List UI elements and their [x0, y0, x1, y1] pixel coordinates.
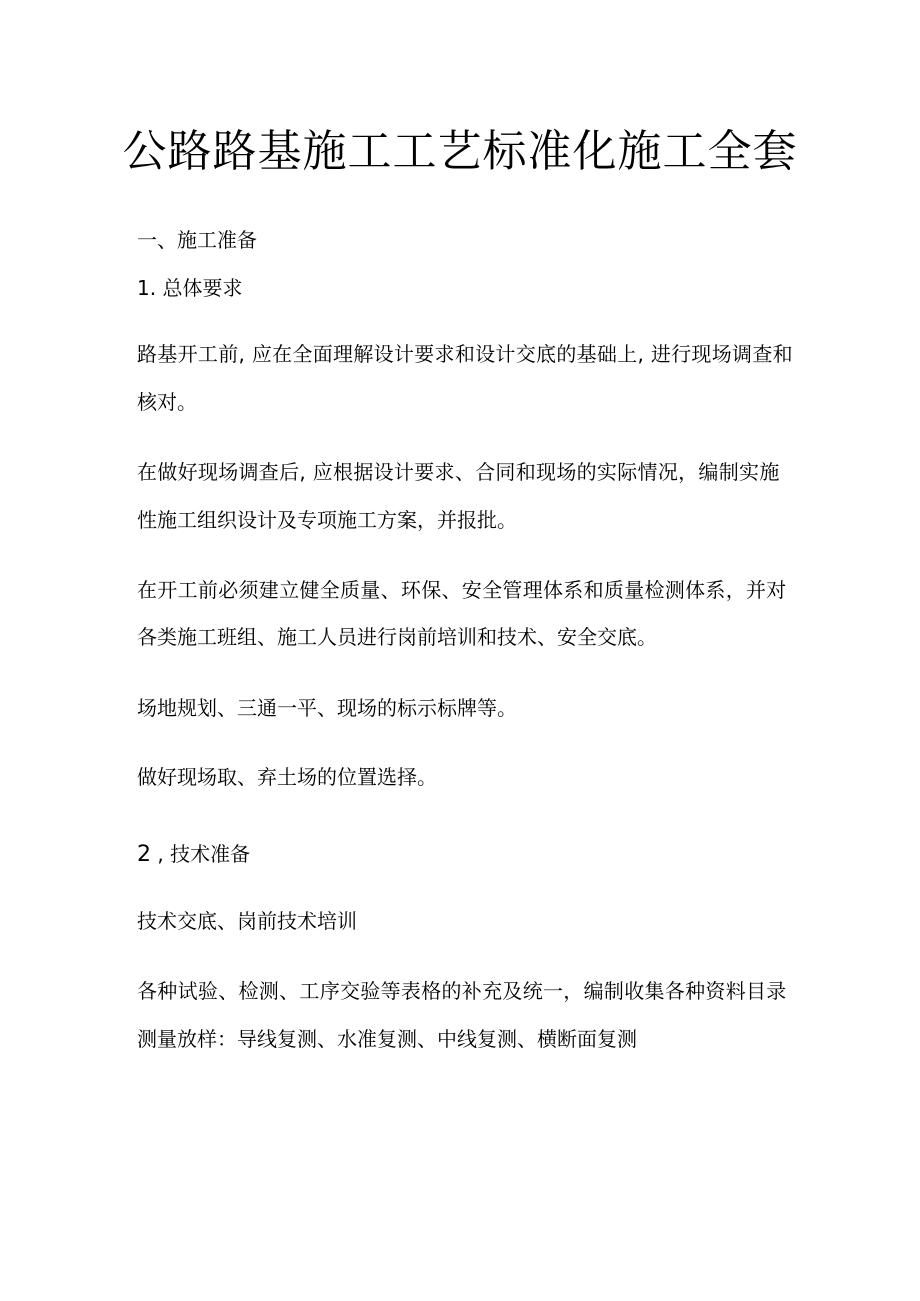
paragraph-8: 测量放样：导线复测、水准复测、中线复测、横断面复测	[137, 1027, 637, 1051]
subsection-heading-technical-preparation	[137, 838, 250, 871]
document-title: 公路路基施工工艺标准化施工全套	[122, 126, 798, 177]
paragraph-5: 做好现场取、弃土场的位置选择。	[137, 765, 437, 789]
subsection-heading-text: , 技术准备	[151, 842, 251, 866]
paragraph-3-line-1: 在开工前必须建立健全质量、环保、安全管理体系和质量检测体系，并对	[137, 578, 787, 602]
paragraph-2-line-2: 性施工组织设计及专项施工方案，并报批。	[137, 508, 517, 532]
paragraph-4: 场地规划、三通一平、现场的标示标牌等。	[137, 696, 517, 720]
subsection-number: 2	[137, 842, 151, 867]
section-heading-preparation: 一、施工准备	[137, 228, 257, 252]
paragraph-1-line-2: 核对。	[137, 390, 197, 414]
paragraph-1-line-1: 路基开工前, 应在全面理解设计要求和设计交底的基础上, 进行现场调查和	[137, 342, 793, 366]
paragraph-6: 技术交底、岗前技术培训	[137, 909, 357, 933]
paragraph-7: 各种试验、检测、工序交验等表格的补充及统一，编制收集各种资料目录	[137, 979, 787, 1003]
paragraph-3-line-2: 各类施工班组、施工人员进行岗前培训和技术、安全交底。	[137, 625, 657, 649]
subsection-heading-general-requirements: 1. 总体要求	[137, 276, 243, 300]
paragraph-2-line-1: 在做好现场调查后, 应根据设计要求、合同和现场的实际情况，编制实施	[137, 460, 780, 484]
